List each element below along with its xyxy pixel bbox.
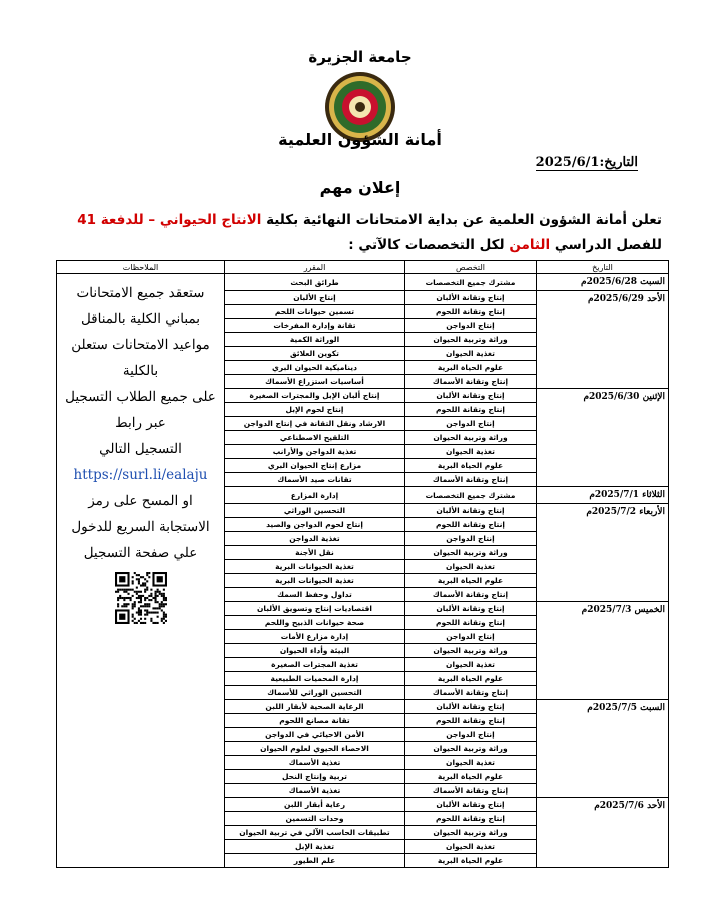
course-cell: البيئة وأداء الحيوان [225, 644, 405, 658]
course-cell: التحسين الوراثي للأسماك [225, 686, 405, 700]
notes-line: التسجيل التالي [99, 441, 182, 457]
specialization-cell: تغذية الحيوان [405, 445, 537, 459]
notes-line: الاستجابة السريع للدخول [71, 519, 210, 535]
notes-line: علي صفحة التسجيل [83, 545, 198, 561]
notes-line: ستعقد جميع الامتحانات [76, 285, 205, 301]
specialization-cell: علوم الحياة البرية [405, 854, 537, 868]
specialization-cell: إنتاج وتقانة اللحوم [405, 305, 537, 319]
course-cell: إنتاج لحوم الإبل [225, 403, 405, 417]
specialization-cell: إنتاج وتقانة الألبان [405, 700, 537, 714]
course-cell: تغذية الأسماك [225, 784, 405, 798]
specialization-cell: إنتاج وتقانة اللحوم [405, 518, 537, 532]
qr-code-icon[interactable] [115, 572, 167, 624]
course-cell: إنتاج ألبان الإبل والمجترات الصغيرة [225, 389, 405, 403]
specialization-cell: إنتاج الدواجن [405, 728, 537, 742]
header-date: التاريخ [537, 261, 669, 274]
specialization-cell: إنتاج وتقانة الأسماك [405, 588, 537, 602]
exam-date-cell: السبت 2025/7/5م [537, 700, 669, 798]
specialization-cell: علوم الحياة البرية [405, 770, 537, 784]
notes-line: عبر رابط [115, 415, 166, 431]
specialization-cell: تغذية الحيوان [405, 347, 537, 361]
course-cell: الاحصاء الحيوي لعلوم الحيوان [225, 742, 405, 756]
course-cell: تقانة مصانع اللحوم [225, 714, 405, 728]
course-cell: طرائق البحث [225, 274, 405, 291]
office-title: أمانة الشؤون العلمية [278, 130, 442, 149]
announcement-title: إعلان مهم [319, 178, 401, 197]
specialization-cell: تغذية الحيوان [405, 840, 537, 854]
specialization-cell: وراثة وتربية الحيوان [405, 431, 537, 445]
course-cell: الارشاد ونقل التقانة في إنتاج الدواجن [225, 417, 405, 431]
specialization-cell: إنتاج وتقانة الأسماك [405, 375, 537, 389]
exam-date-cell: السبت 2025/6/28م [537, 274, 669, 291]
course-cell: وحدات التسمين [225, 812, 405, 826]
notes-line: بالكلية [122, 363, 159, 379]
course-cell: تغذية الحيوانات البرية [225, 574, 405, 588]
exam-date-cell: الثلاثاء 2025/7/1م [537, 487, 669, 504]
specialization-cell: إنتاج وتقانة اللحوم [405, 812, 537, 826]
course-cell: تغذية الأسماك [225, 756, 405, 770]
table-row [57, 274, 669, 291]
course-cell: إنتاج لحوم الدواجن والصيد [225, 518, 405, 532]
course-cell: إدارة مزارع الأمات [225, 630, 405, 644]
course-cell: ديناميكية الحيوان البري [225, 361, 405, 375]
notes-cell [57, 274, 225, 868]
specialization-cell: وراثة وتربية الحيوان [405, 333, 537, 347]
table-body [57, 274, 669, 868]
specialization-cell: إنتاج وتقانة الأسماك [405, 473, 537, 487]
exam-date-cell: الأربعاء 2025/7/2م [537, 504, 669, 602]
specialization-cell: إنتاج الدواجن [405, 532, 537, 546]
specialization-cell: علوم الحياة البرية [405, 672, 537, 686]
specialization-cell: إنتاج وتقانة الألبان [405, 291, 537, 305]
course-cell: علم الطيور [225, 854, 405, 868]
course-cell: تغذية الحيوانات البرية [225, 560, 405, 574]
table-header-row [57, 261, 669, 274]
notes-line: على جميع الطلاب التسجيل [65, 389, 216, 405]
university-name: جامعة الجزيرة [308, 48, 412, 66]
exam-date-cell: الإثنين 2025/6/30م [537, 389, 669, 487]
course-cell: تغذية المجترات الصغيرة [225, 658, 405, 672]
specialization-cell: إنتاج وتقانة اللحوم [405, 403, 537, 417]
specialization-cell: وراثة وتربية الحيوان [405, 826, 537, 840]
course-cell: تربية وإنتاج النحل [225, 770, 405, 784]
course-cell: إنتاج الألبان [225, 291, 405, 305]
document-date: التاريخ:2025/6/1 [535, 155, 638, 170]
specialization-cell: مشترك جميع التخصصات [405, 274, 537, 291]
notes-line: بمباني الكلية بالمناقل [80, 311, 201, 327]
header-notes: الملاحظات [57, 261, 225, 274]
announcement-intro: تعلن أمانة الشؤون العلمية عن بداية الامتحانات النهائية بكلية الانتاج الحيواني – للدفعة 41 للفصل الدراسي الثامن لكل التخصصات كالآتي : [77, 212, 662, 253]
specialization-cell: إنتاج الدواجن [405, 417, 537, 431]
specialization-cell: إنتاج وتقانة الألبان [405, 602, 537, 616]
course-cell: تغذية الدواجن والأرانب [225, 445, 405, 459]
course-cell: الأمن الاحيائي في الدواجن [225, 728, 405, 742]
specialization-cell: إنتاج وتقانة الأسماك [405, 686, 537, 700]
exam-date-cell: الخميس 2025/7/3م [537, 602, 669, 700]
course-cell: تغذية الدواجن [225, 532, 405, 546]
faculty-name: الانتاج الحيواني – للدفعة [100, 212, 262, 228]
specialization-cell: إنتاج الدواجن [405, 319, 537, 333]
course-cell: مزارع إنتاج الحيوان البري [225, 459, 405, 473]
header-specialization: التخصص [405, 261, 537, 274]
course-cell: تقانات صيد الأسماك [225, 473, 405, 487]
specialization-cell: إنتاج وتقانة الأسماك [405, 784, 537, 798]
course-cell: الرعاية الصحية لأبقار اللبن [225, 700, 405, 714]
specialization-cell: تغذية الحيوان [405, 756, 537, 770]
specialization-cell: تغذية الحيوان [405, 658, 537, 672]
course-cell: إدارة المزارع [225, 487, 405, 504]
specialization-cell: إنتاج الدواجن [405, 630, 537, 644]
course-cell: تكوين العلائق [225, 347, 405, 361]
header-course: المقرر [225, 261, 405, 274]
course-cell: التحسين الوراثي [225, 504, 405, 518]
course-cell: تطبيقات الحاسب الآلي في تربية الحيوان [225, 826, 405, 840]
course-cell: اقتصاديات إنتاج وتسويق الألبان [225, 602, 405, 616]
course-cell: نقل الأجنة [225, 546, 405, 560]
specialization-cell: وراثة وتربية الحيوان [405, 742, 537, 756]
specialization-cell: إنتاج وتقانة الألبان [405, 504, 537, 518]
specialization-cell: وراثة وتربية الحيوان [405, 644, 537, 658]
exam-date-cell: الأحد 2025/7/6م [537, 798, 669, 868]
batch-number: 41 [77, 212, 96, 228]
course-cell: تداول وحفظ السمك [225, 588, 405, 602]
specialization-cell: علوم الحياة البرية [405, 574, 537, 588]
specialization-cell: إنتاج وتقانة الألبان [405, 389, 537, 403]
course-cell: أساسيات استزراع الأسماك [225, 375, 405, 389]
course-cell: رعاية أبقار اللبن [225, 798, 405, 812]
registration-link[interactable]: https://surl.li/ealaju [73, 467, 208, 483]
course-cell: التلقيح الاصطناعي [225, 431, 405, 445]
course-cell: الوراثة الكمية [225, 333, 405, 347]
course-cell: إدارة المحميات الطبيعية [225, 672, 405, 686]
specialization-cell: علوم الحياة البرية [405, 459, 537, 473]
specialization-cell: إنتاج وتقانة الألبان [405, 798, 537, 812]
specialization-cell: وراثة وتربية الحيوان [405, 546, 537, 560]
exam-schedule-table [56, 260, 669, 868]
specialization-cell: تغذية الحيوان [405, 560, 537, 574]
course-cell: تغذية الإبل [225, 840, 405, 854]
semester-name: الثامن [509, 237, 551, 253]
course-cell: تسمين حيوانات اللحم [225, 305, 405, 319]
specialization-cell: علوم الحياة البرية [405, 361, 537, 375]
exam-date-cell: الأحد 2025/6/29م [537, 291, 669, 389]
course-cell: صحة حيوانات الذبيح واللحم [225, 616, 405, 630]
specialization-cell: مشترك جميع التخصصات [405, 487, 537, 504]
notes-line: او المسح على رمز [88, 493, 193, 509]
specialization-cell: إنتاج وتقانة اللحوم [405, 714, 537, 728]
specialization-cell: إنتاج وتقانة اللحوم [405, 616, 537, 630]
notes-line: مواعيد الامتحانات ستعلن [71, 337, 210, 353]
course-cell: تقانة وإدارة المفرخات [225, 319, 405, 333]
